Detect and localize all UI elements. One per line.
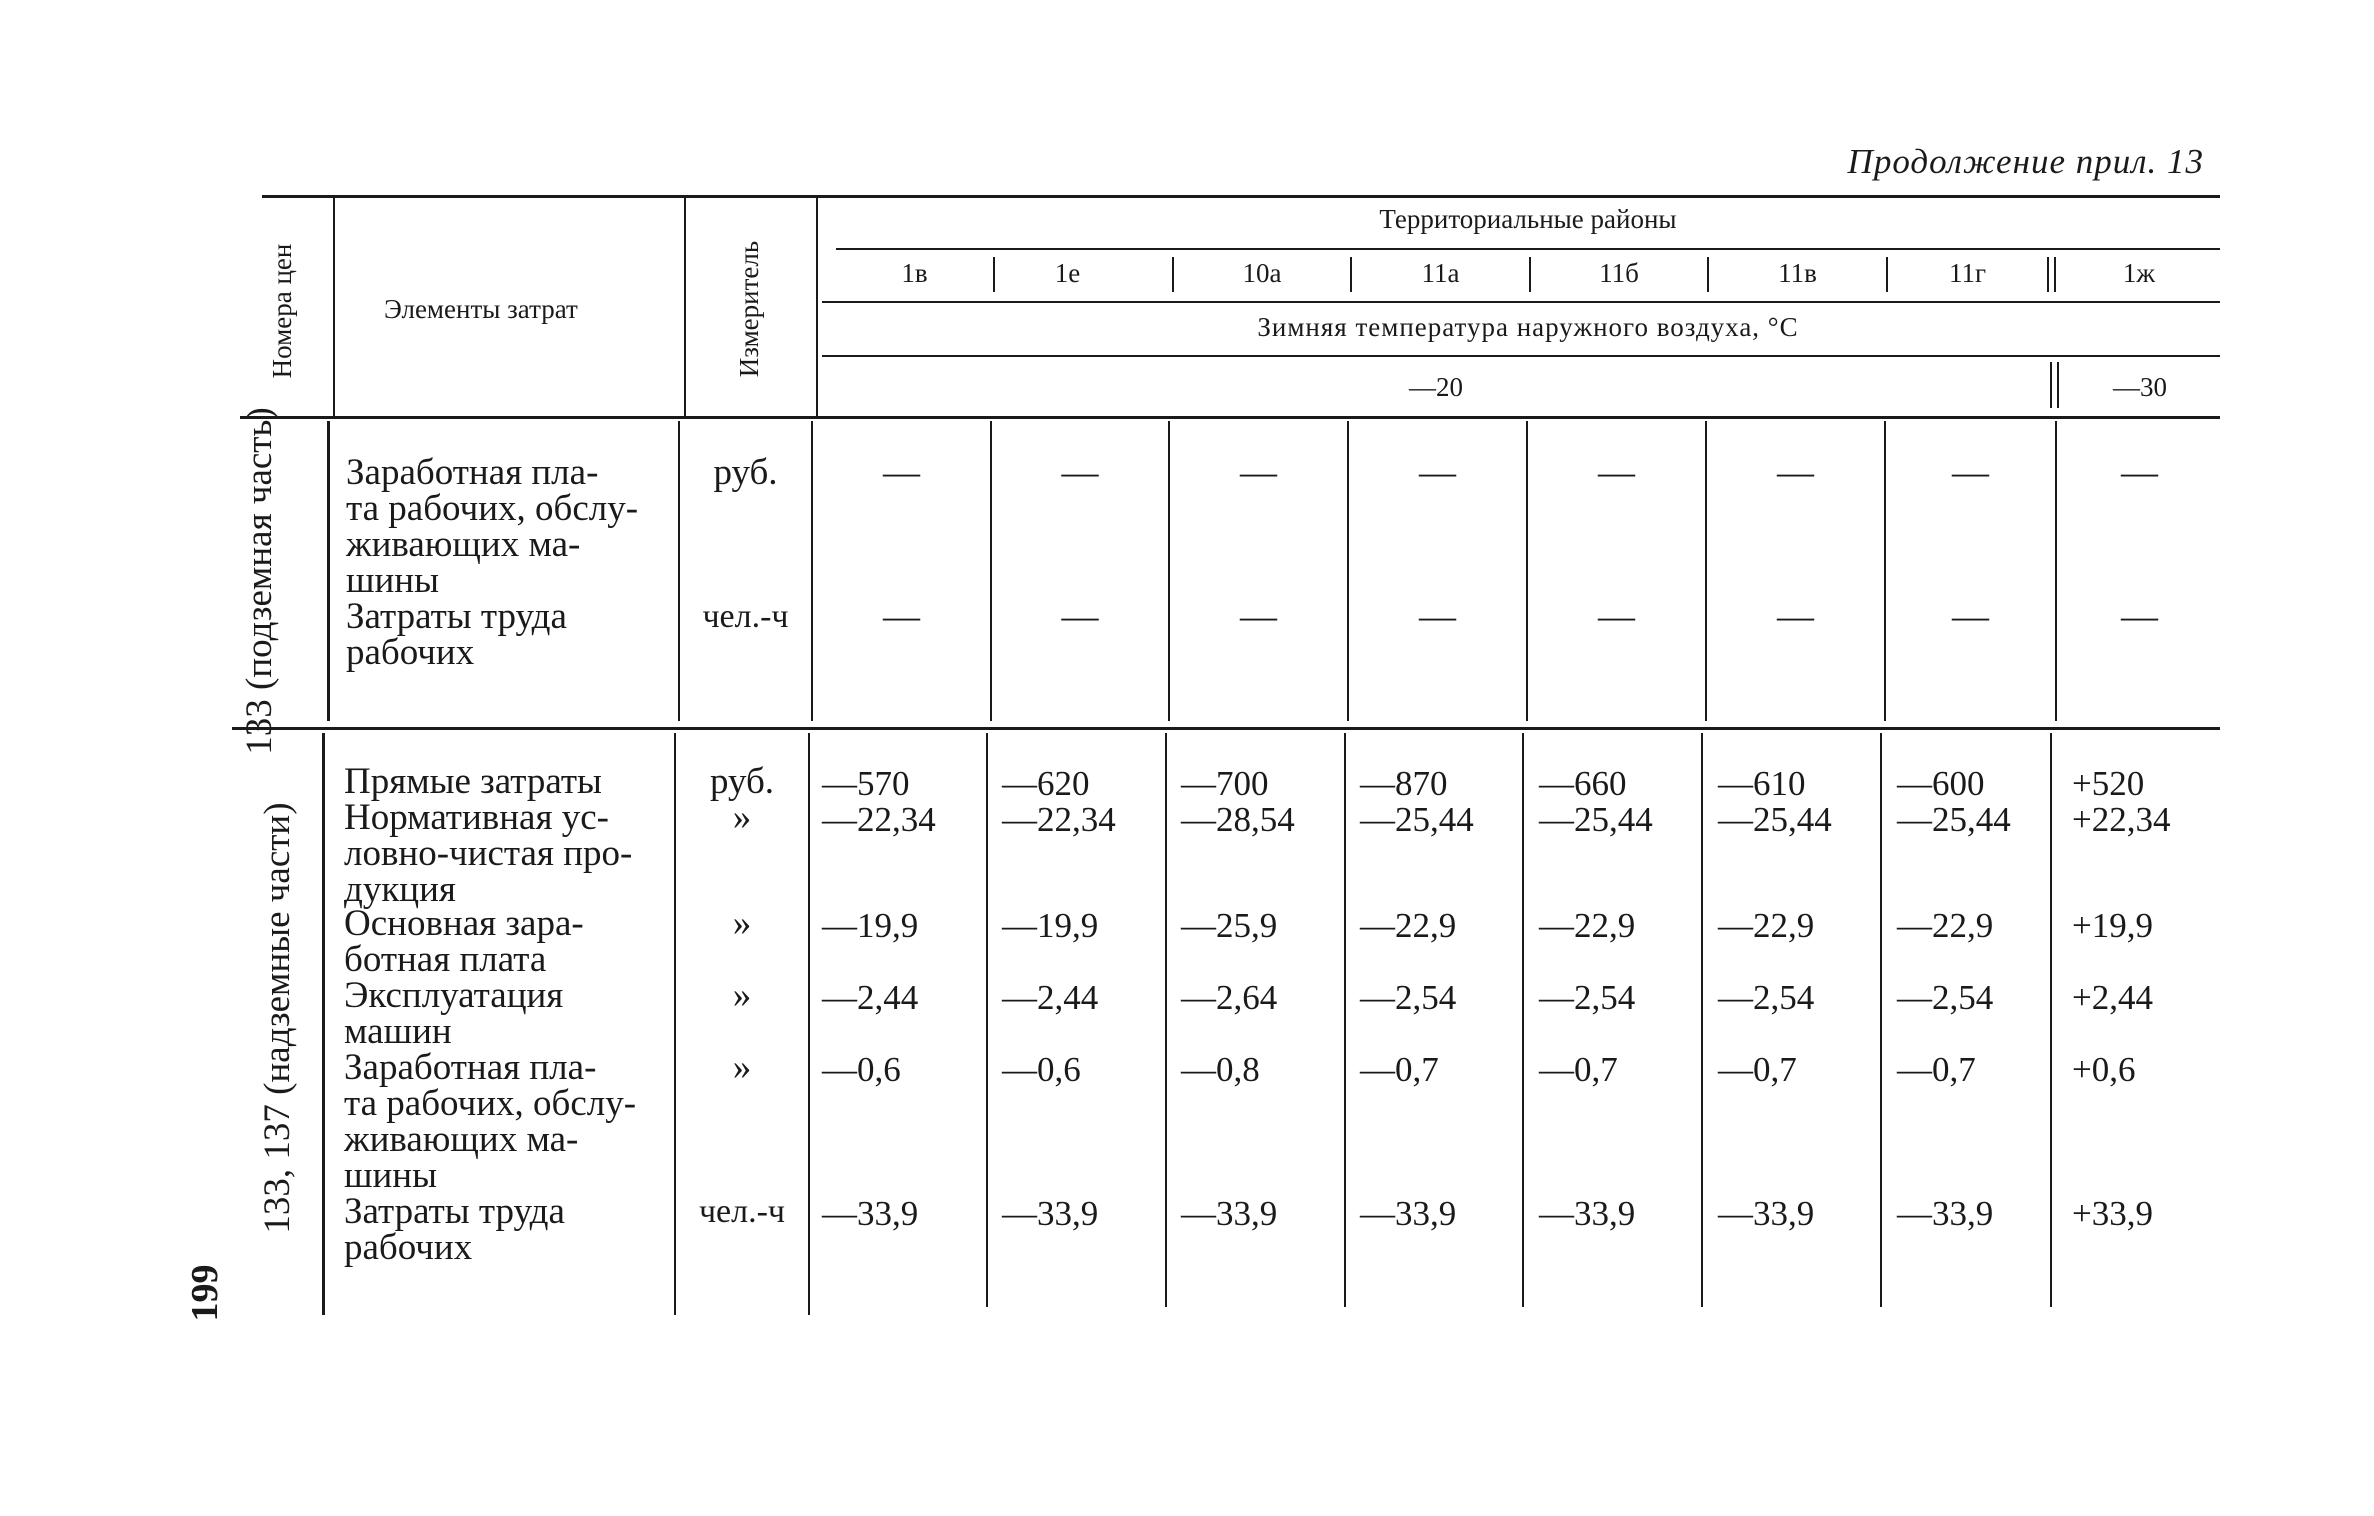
value-cell: +19,9 (2072, 906, 2153, 945)
cost-element-line: та рабочих, обслу- (346, 488, 639, 529)
cost-element (344, 903, 660, 980)
value-cell: +520 (2072, 764, 2145, 803)
value-cell: —22,9 (1718, 906, 1815, 945)
cost-element-line: Прямые затраты (344, 761, 602, 802)
region-separator-double (2047, 257, 2049, 292)
cost-element-line: Эксплуатация (344, 975, 564, 1016)
unit-cell: руб. (713, 452, 778, 493)
unit-cell: » (732, 797, 752, 838)
body-col-rule (322, 733, 325, 1315)
value-cell: —22,9 (1360, 906, 1457, 945)
header-temp-20: —20 (1409, 372, 1463, 402)
cost-element-line: шины (344, 1155, 437, 1196)
body-col-rule (1880, 733, 1882, 1307)
continuation-title: Продолжение прил. 13 (1847, 142, 2204, 181)
value-cell: —28,54 (1181, 800, 1295, 839)
cost-element (344, 1047, 660, 1196)
value-cell: —0,8 (1181, 1050, 1260, 1089)
value-cell: —25,44 (1360, 800, 1474, 839)
cost-element-line: дукция (344, 869, 456, 910)
body-col-rule (986, 733, 988, 1307)
value-cell: — (1419, 596, 1456, 637)
value-cell: — (883, 596, 920, 637)
header-col-rule (816, 198, 818, 416)
value-cell: —25,44 (1897, 800, 2011, 839)
cost-element-line: ботная плата (344, 939, 547, 980)
value-cell: —25,44 (1718, 800, 1832, 839)
value-cell: —0,7 (1360, 1050, 1439, 1089)
value-cell: —2,44 (822, 978, 919, 1017)
value-cell: —33,9 (822, 1194, 919, 1233)
cost-element-line: Заработная пла- (344, 1047, 597, 1088)
value-cell: —0,6 (822, 1050, 901, 1089)
body-col-rule (1522, 733, 1524, 1307)
unit-cell: чел.-ч (698, 1193, 786, 1230)
region-label: 10а (1242, 258, 1282, 288)
value-cell: —0,7 (1539, 1050, 1618, 1089)
header-col-rule (684, 198, 686, 416)
value-cell: —33,9 (1181, 1194, 1278, 1233)
value-cell: —19,9 (822, 906, 919, 945)
body-col-rule (1701, 733, 1703, 1307)
value-cell: —0,7 (1897, 1050, 1976, 1089)
unit-cell: » (732, 975, 752, 1016)
value-cell: —2,44 (1002, 978, 1099, 1017)
temp-separator-double (2050, 362, 2052, 408)
value-cell: — (1598, 452, 1635, 493)
value-cell: — (1777, 452, 1814, 493)
value-cell: — (1419, 452, 1456, 493)
value-cell: — (1952, 596, 1989, 637)
header-bottom-rule (240, 416, 2220, 419)
value-cell: —2,64 (1181, 978, 1278, 1017)
value-cell: —33,9 (1718, 1194, 1815, 1233)
cost-element (344, 1191, 660, 1268)
header-territorial-regions: Территориальные районы (1379, 204, 1677, 234)
cost-element-line: Основная зара- (344, 903, 584, 944)
value-cell: —570 (822, 764, 910, 803)
group-price-label: 133 (подземная часть) (239, 407, 280, 755)
value-cell: —33,9 (1897, 1194, 1994, 1233)
value-cell: +33,9 (2072, 1194, 2153, 1233)
body-col-rule (1344, 733, 1346, 1307)
region-label: 11а (1421, 258, 1460, 288)
region-label: 1е (1054, 258, 1081, 288)
unit-cell: » (732, 1047, 752, 1088)
cost-element (344, 797, 660, 910)
value-cell: —33,9 (1539, 1194, 1636, 1233)
group-separator-rule (232, 727, 2220, 730)
value-cell: —870 (1360, 764, 1448, 803)
region-label: 11в (1778, 258, 1817, 288)
value-cell: —22,9 (1897, 906, 1994, 945)
value-cell: —660 (1539, 764, 1627, 803)
cost-element (344, 761, 660, 802)
cost-element-line: Заработная пла- (346, 452, 599, 493)
page-number: 199 (184, 1264, 226, 1322)
region-label: 11б (1599, 258, 1639, 288)
cost-element (346, 452, 659, 601)
value-cell: —33,9 (1360, 1194, 1457, 1233)
value-cell: — (1240, 596, 1277, 637)
value-cell: —2,54 (1718, 978, 1815, 1017)
cost-element-line: Нормативная ус- (344, 797, 609, 838)
header-price-numbers: Номера цен (267, 243, 297, 379)
body-col-rule (1165, 733, 1167, 1307)
body-col-rule (327, 421, 330, 721)
header-cost-elements: Элементы затрат (384, 294, 578, 324)
value-cell: — (2121, 596, 2158, 637)
value-cell: —2,54 (1360, 978, 1457, 1017)
value-cell: —25,9 (1181, 906, 1278, 945)
value-cell: —610 (1718, 764, 1806, 803)
value-cell: — (1061, 452, 1099, 493)
value-cell: — (1777, 596, 1814, 637)
value-cell: +22,34 (2072, 800, 2171, 839)
value-cell: —22,34 (1002, 800, 1116, 839)
cost-element (344, 975, 660, 1052)
value-cell: — (1240, 452, 1277, 493)
value-cell: — (1061, 596, 1099, 637)
region-label: 11г (1948, 258, 1987, 288)
unit-cell: » (732, 903, 752, 944)
cost-element-line: Затраты труда (346, 596, 567, 637)
value-cell: — (1598, 596, 1635, 637)
value-cell: —2,54 (1539, 978, 1636, 1017)
value-cell: —600 (1897, 764, 1985, 803)
value-cell: — (883, 452, 920, 493)
region-separator-double (2054, 257, 2056, 292)
value-cell: —2,54 (1897, 978, 1994, 1017)
region-header-rule (836, 248, 2220, 250)
value-cell: +0,6 (2072, 1050, 2136, 1089)
unit-cell: чел.-ч (702, 598, 789, 635)
cost-element-line: та рабочих, обслу- (344, 1083, 637, 1124)
cost-element (346, 596, 659, 673)
value-cell: —0,6 (1002, 1050, 1081, 1089)
body-col-rule (808, 733, 810, 1315)
region-label: 1в (901, 258, 928, 288)
value-cell: —0,7 (1718, 1050, 1797, 1089)
group-price-label: 133, 137 (надземные части) (257, 802, 298, 1234)
value-cell: — (2121, 452, 2158, 493)
region-label: 1ж (2122, 258, 2156, 288)
cost-element-line: рабочих (346, 632, 475, 673)
cost-element-line: живающих ма- (344, 1119, 579, 1160)
cost-element-line: живающих ма- (346, 524, 581, 565)
table-top-rule (262, 195, 2220, 198)
value-cell: — (1952, 452, 1989, 493)
header-winter-temp: Зимняя температура наружного воздуха, °С (1257, 312, 1799, 342)
value-cell: —22,34 (822, 800, 936, 839)
value-cell: —33,9 (1002, 1194, 1099, 1233)
cost-element-line: шины (346, 560, 439, 601)
value-cell: —620 (1002, 764, 1090, 803)
cost-element-line: Затраты труда (344, 1191, 565, 1232)
temp-header-rule (822, 355, 2220, 357)
header-col-rule (333, 198, 335, 416)
temp-separator-double (2057, 362, 2059, 408)
cost-element-line: рабочих (344, 1227, 473, 1268)
cost-element-line: ловно-чистая про- (344, 833, 633, 874)
value-cell: —19,9 (1002, 906, 1099, 945)
cost-element-line: машин (344, 1011, 452, 1052)
value-cell: —25,44 (1539, 800, 1653, 839)
value-cell: —22,9 (1539, 906, 1636, 945)
unit-cell: руб. (709, 761, 775, 802)
body-col-rule (2050, 733, 2052, 1307)
region-row-rule (822, 301, 2220, 303)
header-unit: Измеритель (734, 240, 764, 378)
value-cell: +2,44 (2072, 978, 2153, 1017)
header-temp-30: —30 (2113, 372, 2167, 402)
value-cell: —700 (1181, 764, 1269, 803)
